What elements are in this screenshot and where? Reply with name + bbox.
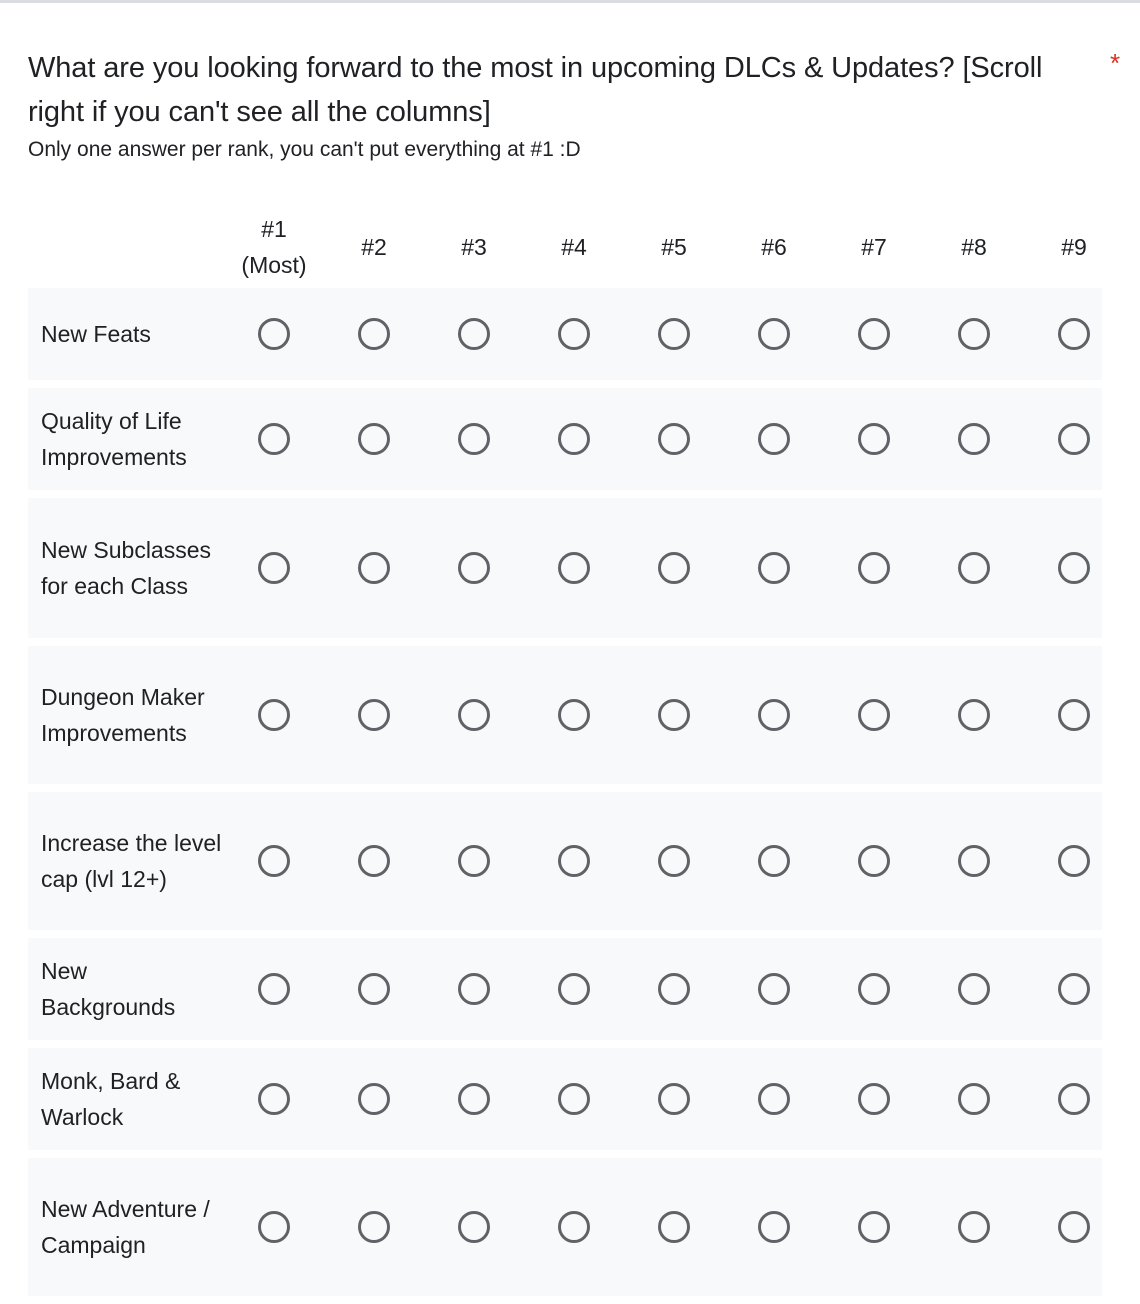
grid-cell [824, 552, 924, 584]
column-header-9: #9 [1061, 234, 1087, 260]
radio-rank-7[interactable] [858, 318, 890, 350]
grid-cell [424, 318, 524, 350]
radio-rank-3[interactable] [458, 318, 490, 350]
radio-rank-4[interactable] [558, 552, 590, 584]
radio-rank-6[interactable] [758, 318, 790, 350]
radio-rank-1[interactable] [258, 552, 290, 584]
row-label: New Feats [41, 321, 151, 347]
radio-rank-7[interactable] [858, 1211, 890, 1243]
grid-cell [724, 1211, 824, 1243]
grid-cell [724, 318, 824, 350]
grid-cell [524, 699, 624, 731]
grid-cell [524, 1083, 624, 1115]
grid-row [28, 288, 1102, 380]
grid-cell [724, 552, 824, 584]
grid-row [28, 388, 1102, 490]
radio-rank-7[interactable] [858, 973, 890, 1005]
grid-cell [324, 552, 424, 584]
grid-cell [324, 1211, 424, 1243]
grid-cell [624, 1211, 724, 1243]
grid-cell [1024, 845, 1124, 877]
row-label: New Subclasses for each Class [41, 537, 212, 599]
radio-rank-1[interactable] [258, 1211, 290, 1243]
grid-cell [624, 973, 724, 1005]
grid-row [28, 1158, 1102, 1296]
radio-rank-6[interactable] [758, 1083, 790, 1115]
grid-row [28, 1048, 1102, 1150]
grid-cell [424, 1211, 524, 1243]
radio-rank-8[interactable] [958, 552, 990, 584]
required-asterisk: * [1109, 48, 1120, 78]
radio-rank-9[interactable] [1058, 423, 1090, 455]
radio-rank-4[interactable] [558, 699, 590, 731]
radio-rank-2[interactable] [358, 845, 390, 877]
column-header-1: #1 (Most) [241, 216, 307, 278]
column-header-6: #6 [761, 234, 787, 260]
grid-cell [324, 845, 424, 877]
row-label: Monk, Bard & Warlock [41, 1068, 181, 1130]
row-label: Increase the level cap (lvl 12+) [41, 830, 222, 892]
grid-body [28, 288, 1102, 1296]
radio-rank-3[interactable] [458, 845, 490, 877]
radio-rank-6[interactable] [758, 845, 790, 877]
radio-rank-7[interactable] [858, 1083, 890, 1115]
radio-rank-1[interactable] [258, 1083, 290, 1115]
grid-cell [724, 1083, 824, 1115]
grid-cell [224, 423, 324, 455]
grid-cell [724, 423, 824, 455]
radio-rank-6[interactable] [758, 699, 790, 731]
grid-cell [424, 973, 524, 1005]
grid-cell [324, 699, 424, 731]
radio-rank-6[interactable] [758, 423, 790, 455]
grid-cell [524, 973, 624, 1005]
grid-row [28, 646, 1102, 784]
grid-cell [1024, 552, 1124, 584]
radio-rank-1[interactable] [258, 318, 290, 350]
row-label: Quality of Life Improvements [41, 408, 187, 470]
grid-cell [924, 699, 1024, 731]
radio-rank-8[interactable] [958, 845, 990, 877]
radio-rank-2[interactable] [358, 1083, 390, 1115]
radio-rank-4[interactable] [558, 318, 590, 350]
radio-rank-3[interactable] [458, 973, 490, 1005]
radio-rank-2[interactable] [358, 318, 390, 350]
radio-rank-4[interactable] [558, 1083, 590, 1115]
radio-rank-7[interactable] [858, 699, 890, 731]
radio-rank-3[interactable] [458, 1083, 490, 1115]
question-card [28, 46, 1120, 164]
column-header-4: #4 [561, 234, 587, 260]
top-divider [0, 0, 1140, 3]
radio-rank-4[interactable] [558, 973, 590, 1005]
grid-cell [424, 845, 524, 877]
grid-cell [824, 973, 924, 1005]
row-label: New Adventure / Campaign [41, 1196, 210, 1258]
radio-rank-6[interactable] [758, 973, 790, 1005]
grid-cell [424, 552, 524, 584]
column-header-2: #2 [361, 234, 387, 260]
radio-rank-1[interactable] [258, 423, 290, 455]
grid-cell [324, 1083, 424, 1115]
grid-cell [324, 973, 424, 1005]
question-title-text: What are you looking forward to the most in upcoming DLCs & Updates? [Scroll right if you can't see all the columns] [28, 52, 1043, 128]
radio-rank-2[interactable] [358, 423, 390, 455]
grid-cell [1024, 423, 1124, 455]
radio-rank-3[interactable] [458, 423, 490, 455]
radio-rank-8[interactable] [958, 699, 990, 731]
grid-cell [624, 318, 724, 350]
radio-rank-6[interactable] [758, 552, 790, 584]
radio-rank-5[interactable] [658, 552, 690, 584]
radio-rank-2[interactable] [358, 699, 390, 731]
radio-rank-8[interactable] [958, 973, 990, 1005]
column-header-7: #7 [861, 234, 887, 260]
radio-rank-4[interactable] [558, 1211, 590, 1243]
radio-rank-7[interactable] [858, 423, 890, 455]
radio-rank-9[interactable] [1058, 552, 1090, 584]
radio-rank-9[interactable] [1058, 318, 1090, 350]
grid-cell [824, 423, 924, 455]
grid-cell [1024, 1211, 1124, 1243]
radio-rank-5[interactable] [658, 973, 690, 1005]
radio-rank-1[interactable] [258, 699, 290, 731]
radio-rank-9[interactable] [1058, 973, 1090, 1005]
ranking-grid [28, 206, 1102, 1304]
grid-cell [624, 423, 724, 455]
radio-rank-2[interactable] [358, 973, 390, 1005]
grid-cell [924, 973, 1024, 1005]
grid-header [28, 206, 1102, 288]
grid-cell [924, 552, 1024, 584]
grid-cell [224, 1211, 324, 1243]
radio-rank-9[interactable] [1058, 1083, 1090, 1115]
radio-rank-1[interactable] [258, 845, 290, 877]
radio-rank-4[interactable] [558, 423, 590, 455]
radio-rank-3[interactable] [458, 699, 490, 731]
grid-cell [224, 318, 324, 350]
radio-rank-7[interactable] [858, 845, 890, 877]
radio-rank-5[interactable] [658, 1211, 690, 1243]
grid-row [28, 938, 1102, 1040]
grid-cell [1024, 318, 1124, 350]
question-title [28, 46, 1118, 134]
column-header-5: #5 [661, 234, 687, 260]
radio-rank-5[interactable] [658, 423, 690, 455]
grid-cell [824, 318, 924, 350]
grid-cell [224, 552, 324, 584]
row-label: Dungeon Maker Improvements [41, 684, 205, 746]
radio-rank-9[interactable] [1058, 1211, 1090, 1243]
grid-cell [424, 423, 524, 455]
question-description: Only one answer per rank, you can't put everything at #1 :D [28, 138, 581, 161]
grid-cell [524, 423, 624, 455]
grid-cell [624, 1083, 724, 1115]
grid-row [28, 498, 1102, 638]
grid-cell [524, 552, 624, 584]
grid-cell [624, 699, 724, 731]
grid-cell [624, 845, 724, 877]
grid-cell [224, 1083, 324, 1115]
grid-cell [1024, 1083, 1124, 1115]
radio-rank-4[interactable] [558, 845, 590, 877]
grid-cell [1024, 973, 1124, 1005]
grid-cell [524, 1211, 624, 1243]
grid-row [28, 792, 1102, 930]
grid-cell [924, 845, 1024, 877]
radio-rank-2[interactable] [358, 552, 390, 584]
grid-cell [924, 318, 1024, 350]
grid-cell [524, 318, 624, 350]
grid-cell [224, 973, 324, 1005]
grid-cell [724, 845, 824, 877]
grid-cell [924, 1211, 1024, 1243]
grid-cell [324, 423, 424, 455]
grid-cell [1024, 699, 1124, 731]
grid-cell [424, 1083, 524, 1115]
column-header-8: #8 [961, 234, 987, 260]
grid-cell [324, 318, 424, 350]
radio-rank-5[interactable] [658, 845, 690, 877]
radio-rank-9[interactable] [1058, 845, 1090, 877]
grid-cell [924, 423, 1024, 455]
radio-rank-8[interactable] [958, 423, 990, 455]
radio-rank-3[interactable] [458, 1211, 490, 1243]
column-header-3: #3 [461, 234, 487, 260]
radio-rank-9[interactable] [1058, 699, 1090, 731]
grid-cell [824, 1083, 924, 1115]
grid-cell [424, 699, 524, 731]
radio-rank-1[interactable] [258, 973, 290, 1005]
row-label: New Backgrounds [41, 958, 176, 1020]
radio-rank-5[interactable] [658, 1083, 690, 1115]
radio-rank-6[interactable] [758, 1211, 790, 1243]
grid-cell [224, 699, 324, 731]
grid-cell [224, 845, 324, 877]
radio-rank-5[interactable] [658, 699, 690, 731]
radio-rank-8[interactable] [958, 318, 990, 350]
radio-rank-8[interactable] [958, 1211, 990, 1243]
radio-rank-5[interactable] [658, 318, 690, 350]
radio-rank-2[interactable] [358, 1211, 390, 1243]
grid-cell [524, 845, 624, 877]
radio-rank-7[interactable] [858, 552, 890, 584]
grid-cell [724, 699, 824, 731]
grid-cell [824, 1211, 924, 1243]
grid-cell [924, 1083, 1024, 1115]
grid-cell [824, 845, 924, 877]
grid-cell [724, 973, 824, 1005]
grid-cell [824, 699, 924, 731]
radio-rank-3[interactable] [458, 552, 490, 584]
grid-cell [624, 552, 724, 584]
radio-rank-8[interactable] [958, 1083, 990, 1115]
